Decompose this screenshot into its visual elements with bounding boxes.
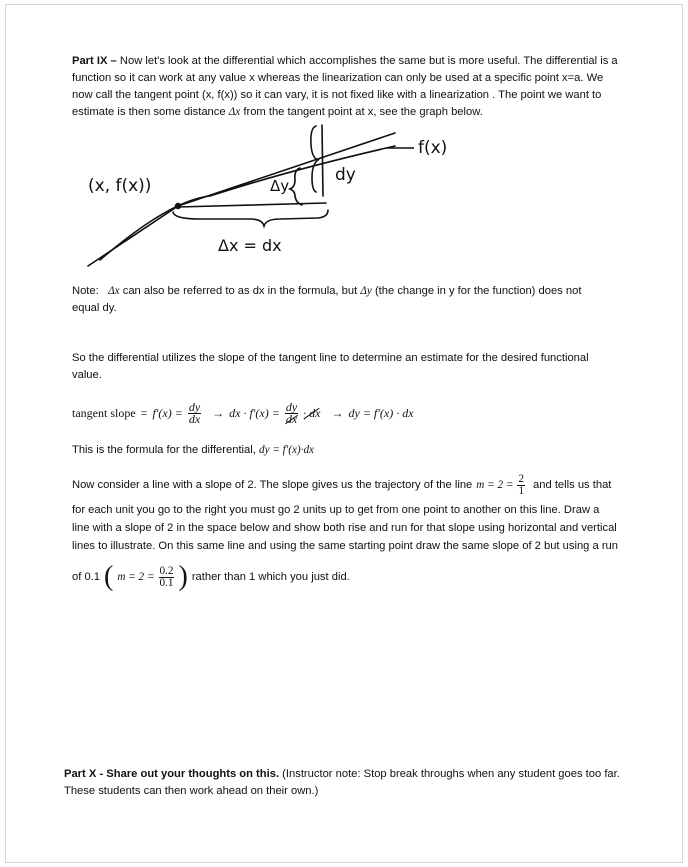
delta-y-symbol: Δy <box>360 285 372 297</box>
arrow-1: → <box>212 405 225 420</box>
tangent-point-dot <box>175 203 181 209</box>
slope-two-line-2: for each unit you go to the right you must go 2 units up to get from one point to another on this line. Draw a <box>72 504 600 516</box>
fx-label: f(x) <box>418 138 448 158</box>
delta-x-line <box>178 203 326 207</box>
delta-y-label: Δy <box>270 177 290 195</box>
part-ix-line-4: estimate is then some distance Δx from the tangent point at x, see the graph below. <box>72 106 483 118</box>
slope-two-line-1: Now consider a line with a slope of 2. The slope gives us the trajectory of the line m = 2 = $\frac{2}{1}$ and tells us that <box>72 472 612 497</box>
differential-formula: dy = f′(x)·dx <box>258 444 314 456</box>
dy-brace <box>311 126 318 192</box>
note-line-1: Note: Δx can also be referred to as dx in the formula, but Δy (the change in y for the function) does not <box>72 285 582 297</box>
point-two-over-point-one-fraction: $\frac{0.2}{0.1}$ <box>159 564 174 589</box>
part-ix-line-2: function so it can work at any value x whereas the linearization can only be used at a specific point x=a. We <box>72 72 604 84</box>
dy-label: dy <box>335 165 356 185</box>
delta-x-equals-dx-label: Δx = dx <box>218 236 282 255</box>
formula-line: This is the formula for the differential, dy = f′(x)·dx <box>72 444 314 456</box>
note-label: Note: <box>72 285 99 297</box>
point-label: (x, f(x)) <box>88 176 152 196</box>
part-x-line-1: Part X - Share out your thoughts on this. (Instructor note: Stop break throughs when any student goes too far. <box>64 768 620 780</box>
arrow-2: → <box>331 405 344 420</box>
part-ix-line-3: now call the tangent point (x, f(x)) so it can vary, it is not fixed like with a linearization . The point we want to <box>72 89 602 101</box>
right-paren: ) <box>178 561 188 592</box>
dy-dx-fraction: $\frac{dy}{dx}$ <box>188 399 201 426</box>
slope-two-line-5: of 0.1 ( m = 2 = $\frac{0.2}{0.1}$ ) rather than 1 which you just did. <box>72 561 350 592</box>
left-paren: ( <box>104 561 114 592</box>
dy-dx-cancel-fraction: $\frac{dy}{dx}$ <box>285 399 298 426</box>
note-line-2: equal dy. <box>72 302 117 314</box>
part-ix-heading: Part IX – <box>72 55 120 67</box>
tangent-slope-text: tangent slope <box>72 405 136 420</box>
slope-two-line-4: lines to illustrate. On this same line and using the same starting point draw the same slope of 2 but using a run <box>72 540 619 552</box>
slope-two-line-3: line with a slope of 2 in the space below and show both rise and run for that slope using horizontal and vertical <box>72 522 617 534</box>
part-x-heading: Part X - <box>64 768 107 780</box>
two-over-one-fraction: $\frac{2}{1}$ <box>518 472 525 497</box>
delta-x-symbol: Δx <box>228 106 241 118</box>
differential-result: dy = f′(x) · dx <box>348 405 414 420</box>
cancelled-dx: · dx <box>303 405 321 420</box>
delta-y-brace <box>290 168 302 205</box>
slope-intro-line-2: value. <box>72 369 102 381</box>
part-x-line-2: These students can then work ahead on their own.) <box>64 785 319 797</box>
slope-intro-line-1: So the differential utilizes the slope of the tangent line to determine an estimate for the desired functional <box>72 352 589 364</box>
dy-vertical-line <box>322 125 323 196</box>
delta-x-brace <box>173 210 328 226</box>
tangent-slope-equation: tangent slope = f′(x) = $\frac{dy}{dx}$ → dx · f′(x) = $\frac{dy}{dx}$ · dx → dy = f′(x) · dx <box>72 399 414 426</box>
part-ix-line-1: Part IX – Now let's look at the differential which accomplishes the same but is more useful. The differential is a <box>72 55 618 67</box>
